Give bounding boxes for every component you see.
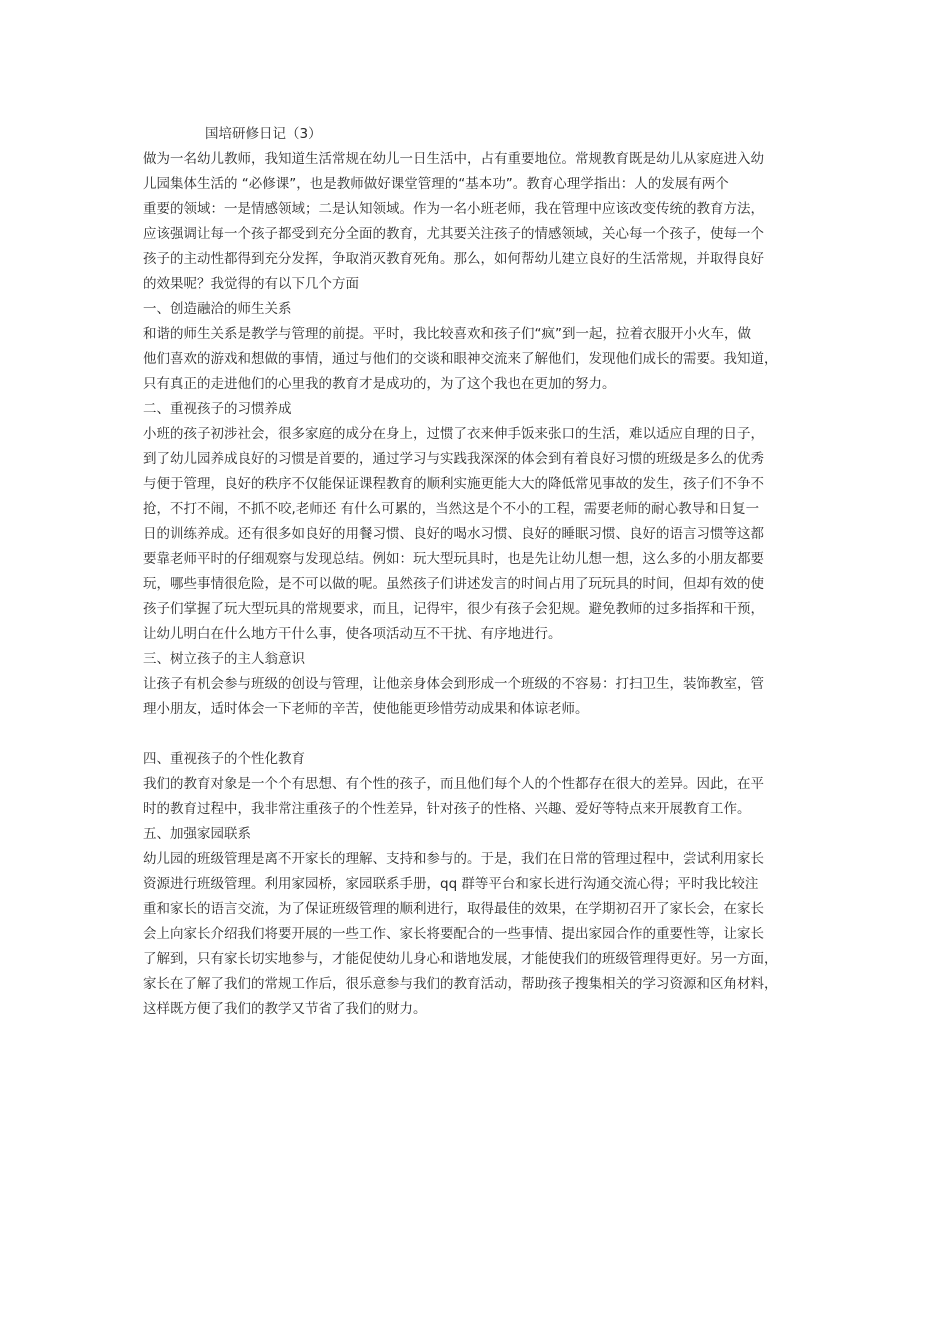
text-line: 应该强调让每一个孩子都受到充分全面的教育，尤其要关注孩子的情感领域，关心每一个孩子，使每一个	[143, 226, 764, 242]
text-line: 我们的教育对象是一个个有思想、有个性的孩子，而且他们每个人的个性都存在很大的差异。因此，在平	[143, 776, 764, 792]
text-line: 到了幼儿园养成良好的习惯是首要的，通过学习与实践我深深的体会到有着良好习惯的班级是多么的优秀	[143, 451, 764, 467]
text-line: 玩，哪些事情很危险，是不可以做的呢。虽然孩子们讲述发言的时间占用了玩玩具的时间，但却有效的使	[143, 576, 764, 592]
text-line: 抢，不打不闹，不抓不咬,老师还 有什么可累的，当然这是个不小的工程，需要老师的耐心教导和日复一	[143, 501, 760, 517]
text-line: 要靠老师平时的仔细观察与发现总结。例如：玩大型玩具时，也是先让幼儿想一想，这么多的小朋友都要	[143, 551, 764, 567]
text-line: 小班的孩子初涉社会，很多家庭的成分在身上，过惯了衣来伸手饭来张口的生活，难以适应自理的日子，	[143, 426, 764, 442]
text-line: 时的教育过程中，我非常注重孩子的个性差异，针对孩子的性格、兴趣、爱好等特点来开展教育工作。	[143, 801, 751, 817]
text-line: 孩子们掌握了玩大型玩具的常规要求，而且，记得牢，很少有孩子会犯规。避免教师的过多指挥和干预，	[143, 601, 764, 617]
text-line: 重和家长的语言交流，为了保证班级管理的顺利进行，取得最佳的效果，在学期初召开了家长会，在家长	[143, 901, 764, 917]
text-line: 让幼儿明白在什么地方干什么事，使各项活动互不干扰、有序地进行。	[143, 626, 562, 642]
text-line: 只有真正的走进他们的心里我的教育才是成功的，为了这个我也在更加的努力。	[143, 376, 616, 392]
text-line: 资源进行班级管理。利用家园桥，家园联系手册，qq 群等平台和家长进行沟通交流心得；平时我比较注	[143, 876, 759, 892]
blank-line	[143, 722, 813, 747]
text-line: 儿园集体生活的 “必修课”，也是教师做好课堂管理的“基本功”。教育心理学指出：人的发展有两个	[143, 176, 729, 192]
text-line: 幼儿园的班级管理是离不开家长的理解、支持和参与的。于是，我们在日常的管理过程中，尝试利用家长	[143, 851, 764, 867]
text-line: 让孩子有机会参与班级的创设与管理，让他亲身体会到形成一个班级的不容易：打扫卫生，装饰教室，管	[143, 676, 764, 692]
text-line: 二、重视孩子的习惯养成	[143, 401, 292, 417]
text-line: 这样既方便了我们的教学又节省了我们的财力。	[143, 1001, 427, 1017]
text-line: 重要的领域：一是情感领域；二是认知领域。作为一名小班老师，我在管理中应该改变传统的教育方法，	[143, 201, 764, 217]
text-line: 做为一名幼儿教师，我知道生活常规在幼儿一日生活中，占有重要地位。常规教育既是幼儿从家庭进入幼	[143, 151, 764, 167]
text-line: 孩子的主动性都得到充分发挥，争取消灭教育死角。那么，如何帮幼儿建立良好的生活常规，并取得良好	[143, 251, 764, 267]
document-title: 国培研修日记（3）	[205, 126, 322, 142]
text-line: 会上向家长介绍我们将要开展的一些工作、家长将要配合的一些事情、提出家园合作的重要性等，让家长	[143, 926, 764, 942]
text-line: 和谐的师生关系是教学与管理的前提。平时，我比较喜欢和孩子们“疯”到一起，拉着衣服开小火车，做	[143, 326, 751, 342]
text-line: 的效果呢？我觉得的有以下几个方面	[143, 276, 359, 292]
text-lines	[143, 147, 813, 1022]
text-line: 三、树立孩子的主人翁意识	[143, 651, 305, 667]
text-line: 家长在了解了我们的常规工作后，很乐意参与我们的教育活动，帮助孩子搜集相关的学习资源和区角材料，	[143, 976, 778, 992]
text-line: 理小朋友，适时体会一下老师的辛苦，使他能更珍惜劳动成果和体谅老师。	[143, 701, 589, 717]
text-line: 与便于管理，良好的秩序不仅能保证课程教育的顺利实施更能大大的降低常见事故的发生，孩子们不争不	[143, 476, 764, 492]
document-body	[143, 122, 813, 1022]
text-line: 四、重视孩子的个性化教育	[143, 751, 305, 767]
text-line: 五、加强家园联系	[143, 826, 251, 842]
text-line: 了解到，只有家长切实地参与，才能促使幼儿身心和谐地发展，才能使我们的班级管理得更好。另一方面，	[143, 951, 778, 967]
text-line: 日的训练养成。还有很多如良好的用餐习惯、良好的喝水习惯、良好的睡眠习惯、良好的语言习惯等这都	[143, 526, 764, 542]
text-line: 他们喜欢的游戏和想做的事情，通过与他们的交谈和眼神交流来了解他们，发现他们成长的需要。我知道，	[143, 351, 778, 367]
text-line: 一、创造融洽的师生关系	[143, 301, 292, 317]
